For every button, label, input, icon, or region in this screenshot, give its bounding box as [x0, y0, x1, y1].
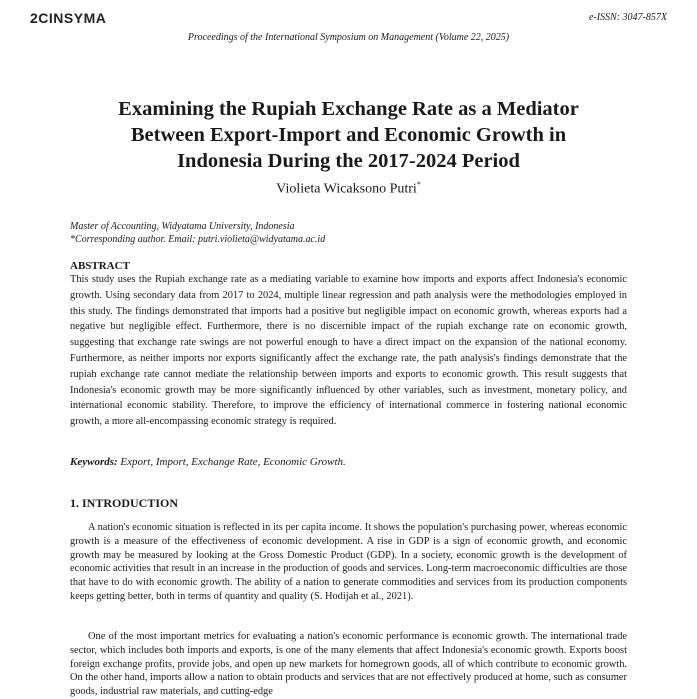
insyma-logo: 2CINSYMA [30, 10, 107, 26]
abstract-heading: ABSTRACT [70, 260, 130, 272]
introduction-paragraph-2: One of the most important metrics for evaluating a nation's economic performance is economic growth. The international trade sector, which includes both imports and exports, is one of the many elements that affect Indonesia's economic growth. Exports boost foreign exchange profits, provide jobs, and open up new markets for homegrown goods, all of which contribute to economic growth. On the other hand, imports allow a nation to obtain products and services that are not effectively produced at home, such as consumer goods, industrial raw materials, and cutting-edge [70, 631, 627, 698]
affiliation-line: Master of Accounting, Widyatama University, Indonesia [70, 221, 295, 232]
paper-title [40, 96, 657, 174]
title-line: Indonesia During the 2017-2024 Period [177, 150, 520, 172]
author-name: Violieta Wicaksono Putri [276, 181, 417, 197]
title-line: Examining the Rupiah Exchange Rate as a Mediator [118, 98, 579, 120]
author-mark: * [416, 180, 421, 189]
keywords-label: Keywords: [70, 456, 118, 468]
affiliation-block [70, 220, 325, 246]
title-line: Between Export-Import and Economic Growth in [130, 124, 567, 146]
eissn-label: e-ISSN: 3047-857X [588, 12, 667, 23]
keywords-line [70, 456, 346, 468]
keywords-text: Export, Import, Exchange Rate, Economic Growth. [120, 456, 346, 468]
author-line [0, 180, 697, 198]
section-heading-introduction: 1. INTRODUCTION [70, 496, 179, 510]
abstract-text: This study uses the Rupiah exchange rate as a mediating variable to examine how imports and exports affect Indonesia's economic growth. Using secondary data from 2017 to 2024, multiple linear regression and path analysis were the methodologies employed in this study. The findings demonstrated that imports had a positive but negligible impact on economic growth, whereas exports had a negative but negligible effect. Furthermore, there is no discernible impact of the rupiah exchange rate on economic growth, suggesting that exchange rate swings are not powerful enough to have a direct impact on the expansion of the national economy. Furthermore, as neither imports nor exports significantly affect the exchange rate, the path analysis's findings demonstrate that the rupiah exchange rate cannot mediate the relationship between imports and exports to economic growth. This result suggests that Indonesia's economic growth may be more significantly influenced by other variables, such as investment, monetary policy, and international economic stability. Therefore, to improve the efficiency of international commerce in fostering national economic growth, a more all-encompassing economic strategy is required. [70, 274, 627, 428]
proceedings-line: Proceedings of the International Symposium on Management (Volume 22, 2025) [187, 32, 510, 43]
page-header [30, 10, 667, 50]
corresponding-author-line: *Corresponding author. Email: putri.violieta@widyatama.ac.id [70, 234, 326, 245]
introduction-paragraph-1: A nation's economic situation is reflected in its per capita income. It shows the population's purchasing power, whereas economic growth is a measure of the effectiveness of economic development. A rise in GDP is a sign of economic growth, and economic growth may be measured by looking at the Gross Domestic Product (GDP). In a society, economic growth is the development of economic activities that result in an increase in the production of goods and services. Long-term macroeconomic difficulties are those that have to do with economic growth. The ability of a nation to generate commodities and services from its production components keeps getting better, both in terms of quantity and quality (S. Hodijah et al., 2021). [70, 522, 627, 602]
